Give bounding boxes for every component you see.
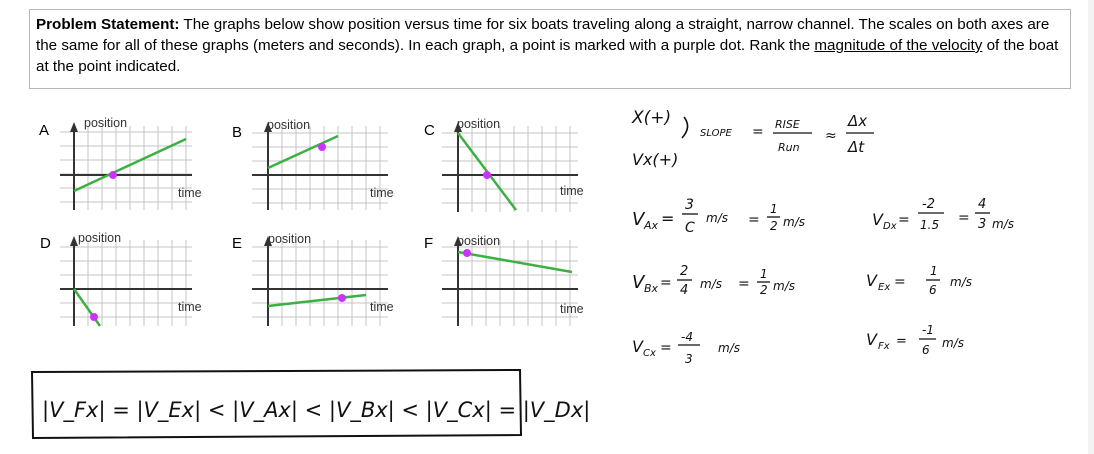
note-rise: RISE — [775, 118, 800, 131]
note-vx-plus: Vx(+) — [632, 150, 679, 169]
note-vbx-eq2: = — [738, 276, 750, 292]
note-vdx-eq: = — [898, 212, 910, 228]
graph-e-x-label: time — [370, 300, 394, 314]
graph-c-letter: C — [424, 122, 435, 139]
note-vbx-rden: 2 — [760, 283, 768, 297]
graph-e-dot — [338, 294, 346, 302]
graph-b-letter: B — [232, 124, 243, 141]
note-vbx-num: 2 — [680, 264, 689, 279]
scrollbar[interactable] — [1088, 0, 1094, 454]
note-vax-den: C — [685, 220, 695, 236]
graph-b-line — [268, 136, 338, 168]
note-vfx-sub: Fx — [878, 341, 890, 352]
graph-a-y-arrow — [70, 122, 78, 132]
note-vdx-sub: Dx — [883, 221, 897, 232]
graph-b-y-label: position — [267, 118, 311, 132]
graph-e-grid — [252, 240, 388, 326]
note-vfx-num: -1 — [922, 323, 934, 337]
note-approx: ≈ — [825, 128, 837, 144]
graph-a — [39, 116, 202, 210]
note-vfx-eq: = — [896, 334, 907, 349]
problem-label: Problem Statement: — [36, 16, 180, 33]
note-vdx-rden: 3 — [978, 217, 987, 232]
graph-e-line — [268, 295, 366, 306]
graph-f-line — [458, 252, 572, 272]
graph-e-y-label: position — [268, 232, 312, 246]
note-vax-rden: 2 — [770, 219, 778, 233]
graph-f-dot — [463, 249, 471, 257]
note-vdx-v: V — [872, 210, 883, 229]
note-vax-rnum: 1 — [770, 202, 778, 216]
graph-d — [40, 231, 202, 326]
note-vbx-eq: = — [660, 275, 672, 291]
graph-d-line — [74, 289, 100, 326]
graph-b-grid — [252, 126, 388, 210]
note-vdx-num: -2 — [922, 197, 935, 212]
graph-f-x-label: time — [560, 302, 584, 316]
handwritten-notes — [631, 108, 1014, 366]
problem-text-2: of the boat at the point indicated. — [36, 37, 1059, 75]
note-vax-sub: Ax — [644, 219, 659, 232]
graph-d-x-label: time — [178, 300, 202, 314]
note-vbx-den: 4 — [680, 283, 689, 298]
note-eq-1: = — [752, 124, 764, 140]
graph-d-y-arrow — [70, 236, 78, 246]
graph-a-x-label: time — [178, 186, 202, 200]
graph-a-dot — [109, 171, 117, 179]
graph-c-y-label: position — [457, 117, 501, 131]
problem-underlined: magnitude of the velocity — [814, 37, 983, 54]
note-vbx-sub: Bx — [644, 282, 659, 295]
graph-c-dot — [483, 171, 491, 179]
note-vcx-den: 3 — [685, 352, 693, 366]
graph-e — [232, 232, 394, 326]
graph-f-y-label: position — [457, 234, 501, 248]
note-run: Run — [778, 141, 800, 154]
note-vax-units: m/s — [706, 211, 728, 225]
note-dx: Δx — [848, 112, 868, 130]
note-vfx-v: V — [866, 330, 877, 349]
note-vex-den: 6 — [929, 283, 937, 297]
graph-d-dot — [90, 313, 98, 321]
ranking-box — [32, 370, 590, 438]
note-vfx-den: 6 — [922, 343, 930, 357]
note-vcx-eq: = — [660, 340, 672, 356]
graph-d-y-label: position — [78, 231, 122, 245]
note-vax-eq2: = — [748, 212, 760, 228]
graph-a-letter: A — [39, 122, 50, 139]
graph-b-x-label: time — [370, 186, 394, 200]
note-vax-v: V — [632, 209, 645, 230]
note-vcx-num: -4 — [681, 330, 693, 344]
note-vfx-units: m/s — [942, 336, 964, 350]
note-x-plus: X(+) — [632, 108, 672, 128]
ranking-text: |V_Fx| = |V_Ex| < |V_Ax| < |V_Bx| < |V_Cx| = |V_Dx| — [42, 398, 591, 422]
graph-d-letter: D — [40, 235, 51, 252]
note-vex-units: m/s — [950, 275, 972, 289]
note-dt: Δt — [848, 138, 865, 156]
note-vax-num: 3 — [685, 197, 694, 213]
note-vcx-sub: Cx — [643, 348, 656, 359]
graph-c-x-label: time — [560, 184, 584, 198]
graph-a-y-label: position — [84, 116, 128, 130]
note-vbx-units: m/s — [700, 277, 722, 291]
note-vcx-units: m/s — [718, 341, 740, 355]
note-vbx-runits: m/s — [773, 279, 795, 293]
graph-f-letter: F — [424, 235, 434, 252]
note-vex-num: 1 — [930, 264, 938, 278]
note-vbx-rnum: 1 — [760, 267, 768, 281]
problem-text-1: The graphs below show position versus time for six boats traveling along a straight, narrow channel. The scales on both axes are the same for all of these graphs (meters and seconds). In each graph, a point is marked with a purple dot. Rank the — [36, 16, 1050, 54]
note-vdx-den: 1.5 — [920, 218, 940, 232]
graph-e-letter: E — [232, 235, 243, 252]
note-vex-v: V — [866, 271, 877, 290]
note-vex-sub: Ex — [878, 282, 891, 293]
graph-f — [424, 234, 584, 326]
note-vcx-v: V — [632, 337, 643, 356]
note-vdx-eq2: = — [958, 210, 970, 226]
note-vdx-runits: m/s — [992, 217, 1014, 231]
note-vax-runits: m/s — [783, 215, 805, 229]
note-vax-eq: = — [661, 209, 675, 228]
graph-b-dot — [318, 143, 326, 151]
graph-b — [232, 118, 394, 210]
note-vbx-v: V — [632, 272, 645, 293]
note-slope: SLOPE — [700, 128, 732, 139]
note-brace — [682, 117, 688, 138]
graph-c — [424, 117, 584, 212]
note-vex-eq: = — [894, 274, 906, 290]
note-vdx-rnum: 4 — [978, 197, 987, 212]
graph-d-grid — [60, 240, 192, 326]
